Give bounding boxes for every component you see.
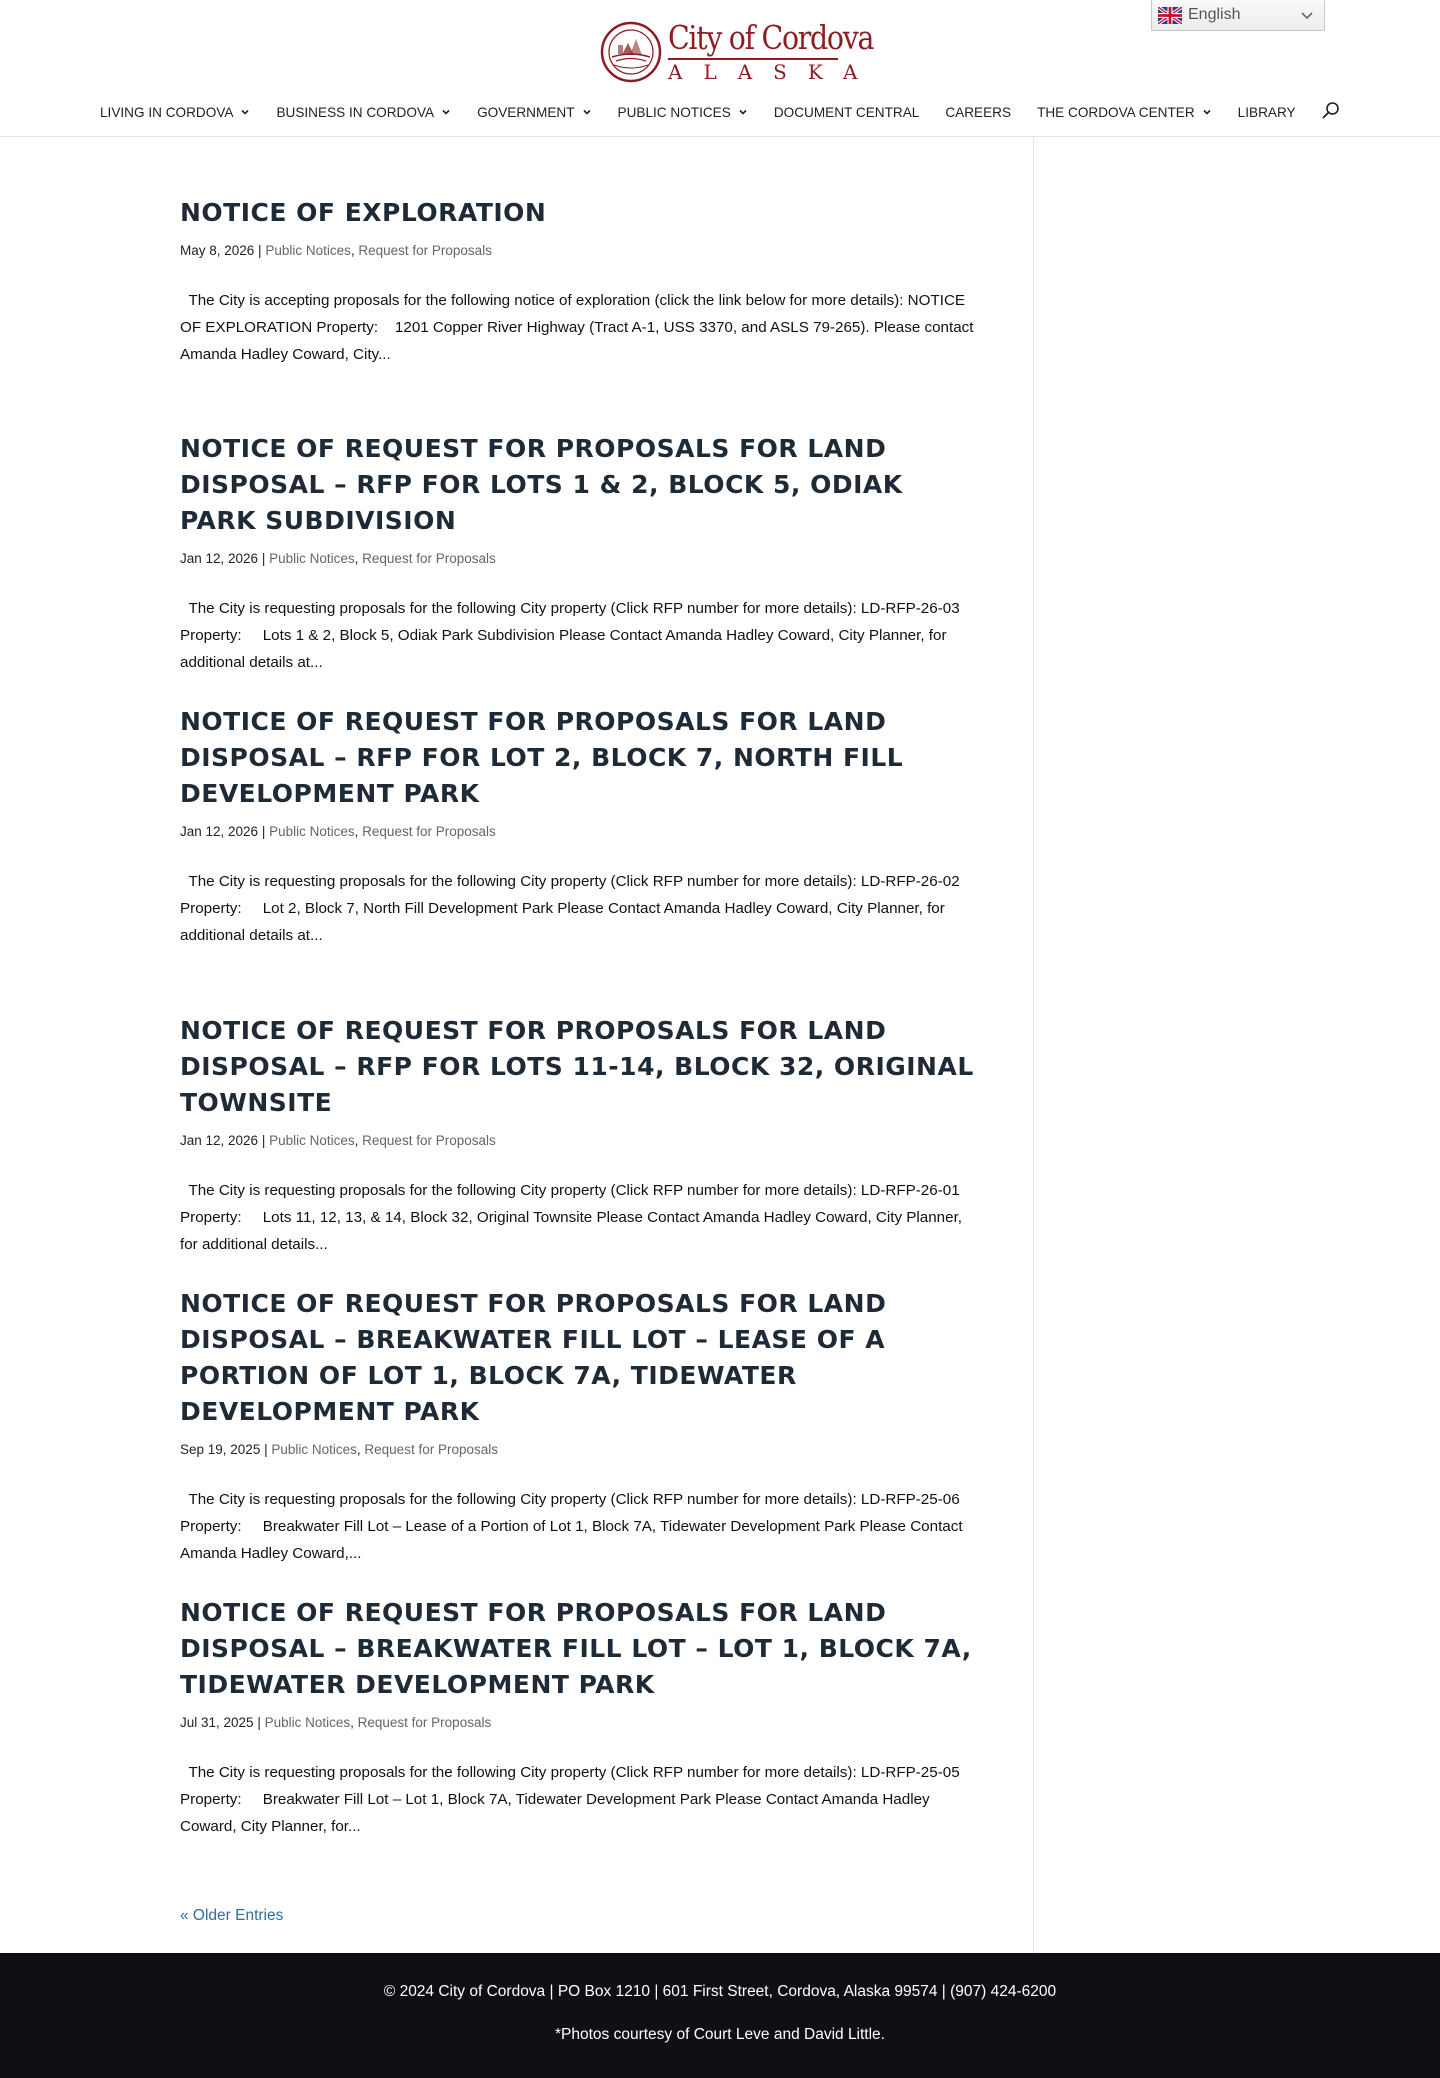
- post-item: [180, 1013, 980, 1258]
- chevron-down-icon: [240, 107, 250, 117]
- category-link-public-notices[interactable]: Public Notices: [269, 1133, 355, 1148]
- post-date: Sep 19, 2025: [180, 1442, 261, 1457]
- nav-item-careers[interactable]: [945, 105, 1011, 120]
- post-title[interactable]: NOTICE OF EXPLORATION: [180, 198, 547, 227]
- nav-label: DOCUMENT CENTRAL: [773, 104, 920, 120]
- post-title[interactable]: NOTICE OF REQUEST FOR PROPOSALS FOR LAND DISPOSAL – BREAKWATER FILL LOT – LOT 1, BLOCK 7A, TIDEWATER DEVELOPMENT PARK: [180, 1598, 972, 1699]
- category-link-request-for-proposals[interactable]: Request for Proposals: [357, 1715, 492, 1730]
- category-link-public-notices[interactable]: Public Notices: [269, 551, 355, 566]
- chevron-down-icon: [1300, 8, 1314, 22]
- post-excerpt: The City is requesting proposals for the following City property (Click RFP number for more details): LD-RFP-26-01 Property: Lots 11, 12, 13, & 14, Block 32, Original Townsite Please Contact Amanda Hadley Coward, City Planner, for additional details...: [180, 1182, 969, 1253]
- chevron-down-icon: [738, 107, 748, 117]
- post-meta: Jan 12, 2026 | Public Notices, Request for Proposals: [180, 824, 496, 839]
- nav-label: LIBRARY: [1237, 104, 1296, 120]
- chevron-down-icon: [1202, 107, 1212, 117]
- post-date: May 8, 2026: [180, 243, 255, 258]
- post-date: Jan 12, 2026: [180, 1133, 259, 1148]
- post-date: Jan 12, 2026: [180, 824, 259, 839]
- post-meta: Jan 12, 2026 | Public Notices, Request for Proposals: [180, 1133, 496, 1148]
- chevron-down-icon: [582, 107, 592, 117]
- category-link-public-notices[interactable]: Public Notices: [265, 243, 351, 258]
- nav-label: BUSINESS IN CORDOVA: [276, 104, 435, 120]
- footer-contact: © 2024 City of Cordova | PO Box 1210 | 601 First Street, Cordova, Alaska 99574 | (907) 424-6200: [383, 1983, 1057, 2000]
- post-meta: May 8, 2026 | Public Notices, Request for Proposals: [180, 243, 492, 258]
- main-nav: [100, 99, 1322, 125]
- nav-item-government[interactable]: [477, 105, 591, 120]
- post-date: Jul 31, 2025: [180, 1715, 254, 1730]
- category-link-public-notices[interactable]: Public Notices: [271, 1442, 357, 1457]
- category-link-request-for-proposals[interactable]: Request for Proposals: [362, 1133, 496, 1148]
- category-link-public-notices[interactable]: Public Notices: [269, 824, 355, 839]
- post-title[interactable]: NOTICE OF REQUEST FOR PROPOSALS FOR LAND DISPOSAL – RFP FOR LOTS 11-14, BLOCK 32, ORIGINAL TOWNSITE: [180, 1016, 974, 1117]
- sidebar-divider: [1033, 137, 1034, 1953]
- nav-label: CAREERS: [945, 104, 1012, 120]
- logo-text: [668, 17, 906, 84]
- nav-item-public-notices[interactable]: [618, 105, 748, 120]
- post-item: [180, 195, 980, 368]
- logo-subtitle: ALASKA: [668, 59, 879, 84]
- post-title[interactable]: NOTICE OF REQUEST FOR PROPOSALS FOR LAND DISPOSAL – BREAKWATER FILL LOT – LEASE OF A PORTION OF LOT 1, BLOCK 7A, TIDEWATER DEVELOPMENT PARK: [180, 1289, 887, 1426]
- nav-label: PUBLIC NOTICES: [617, 104, 731, 120]
- language-selector[interactable]: [1151, 0, 1325, 31]
- post-excerpt: The City is requesting proposals for the following City property (Click RFP number for more details): LD-RFP-25-06 Property: Breakwater Fill Lot – Lease of a Portion of Lot 1, Block 7A, Tidewater Development Park Please Contact Amanda Hadley Coward,...: [180, 1491, 969, 1562]
- post-meta: Jan 12, 2026 | Public Notices, Request for Proposals: [180, 551, 496, 566]
- footer-credits: *Photos courtesy of Court Leve and David Little.: [555, 2026, 885, 2043]
- category-link-request-for-proposals[interactable]: Request for Proposals: [362, 551, 496, 566]
- post-meta: Jul 31, 2025 | Public Notices, Request for Proposals: [180, 1715, 492, 1730]
- post-item: [180, 1595, 980, 1840]
- language-label: English: [1188, 6, 1241, 23]
- category-link-request-for-proposals[interactable]: Request for Proposals: [358, 243, 492, 258]
- post-title[interactable]: NOTICE OF REQUEST FOR PROPOSALS FOR LAND DISPOSAL – RFP FOR LOTS 1 & 2, BLOCK 5, ODIAK PARK SUBDIVISION: [180, 434, 903, 535]
- post-item: [180, 704, 980, 949]
- post-excerpt: The City is accepting proposals for the following notice of exploration (click the link below for more details): NOTICE OF EXPLORATION Property: 1201 Copper River Highway (Tract A-1, USS 3370, and ASLS 79-265). Please contact Amanda Hadley Coward, City...: [180, 292, 977, 363]
- uk-flag-icon: [1158, 7, 1182, 24]
- nav-item-document-central[interactable]: [774, 105, 920, 120]
- category-link-public-notices[interactable]: Public Notices: [264, 1715, 351, 1730]
- site-header: [0, 0, 1440, 137]
- nav-item-the-cordova-center[interactable]: [1037, 105, 1212, 120]
- post-excerpt: The City is requesting proposals for the following City property (Click RFP number for more details): LD-RFP-26-02 Property: Lot 2, Block 7, North Fill Development Park Please Contact Amanda Hadley Coward, City Planner, for additional details at...: [180, 873, 969, 944]
- nav-item-living-in-cordova[interactable]: [100, 105, 250, 120]
- post-title[interactable]: NOTICE OF REQUEST FOR PROPOSALS FOR LAND DISPOSAL – RFP FOR LOT 2, BLOCK 7, NORTH FILL DEVELOPMENT PARK: [180, 707, 904, 808]
- site-footer: [0, 1953, 1440, 2078]
- logo-title: City of Cordova: [668, 17, 874, 57]
- category-link-request-for-proposals[interactable]: Request for Proposals: [362, 824, 496, 839]
- nav-label: GOVERNMENT: [477, 104, 575, 120]
- post-meta: Sep 19, 2025 | Public Notices, Request for Proposals: [180, 1442, 498, 1457]
- post-date: Jan 12, 2026: [180, 551, 259, 566]
- nav-label: THE CORDOVA CENTER: [1037, 104, 1195, 120]
- city-seal-icon: [600, 21, 662, 83]
- post-item: [180, 1286, 980, 1567]
- post-excerpt: The City is requesting proposals for the following City property (Click RFP number for more details): LD-RFP-26-03 Property: Lots 1 & 2, Block 5, Odiak Park Subdivision Please Contact Amanda Hadley Coward, City Planner, for additional details at...: [180, 600, 969, 671]
- search-icon[interactable]: [1320, 100, 1342, 122]
- post-item: [180, 431, 980, 676]
- category-link-request-for-proposals[interactable]: Request for Proposals: [364, 1442, 498, 1457]
- nav-item-business-in-cordova[interactable]: [276, 105, 451, 120]
- older-entries-link[interactable]: « Older Entries: [180, 1907, 284, 1924]
- nav-label: LIVING IN CORDOVA: [100, 104, 234, 120]
- nav-item-library[interactable]: [1238, 105, 1296, 120]
- post-excerpt: The City is requesting proposals for the following City property (Click RFP number for more details): LD-RFP-25-05 Property: Breakwater Fill Lot – Lot 1, Block 7A, Tidewater Development Park Please Contact Amanda Hadley Coward, City Planner, for...: [180, 1764, 969, 1835]
- site-logo[interactable]: [600, 14, 879, 90]
- chevron-down-icon: [441, 107, 451, 117]
